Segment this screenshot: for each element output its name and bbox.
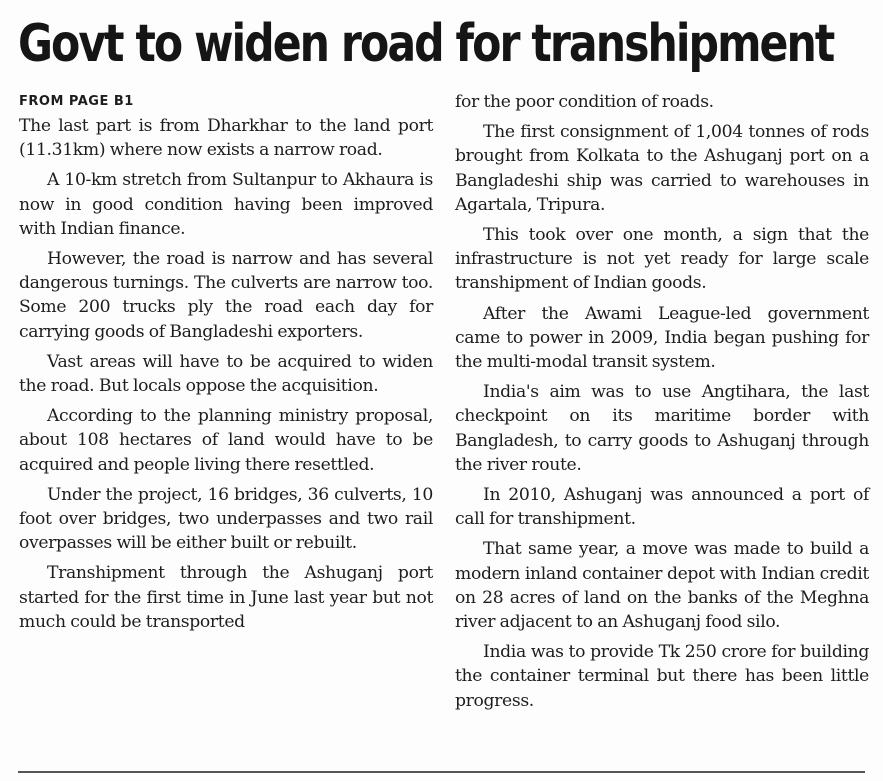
paragraph: In 2010, Ashuganj was announced a port of call for transhipment.: [455, 485, 869, 530]
article-column-right: [455, 90, 869, 719]
paragraph: Vast areas will have to be acquired to widen the road. But locals oppose the acquisition.: [19, 351, 433, 397]
paragraph: However, the road is narrow and has several dangerous turnings. The culverts are narrow too. Some 200 trucks ply the road each day for carrying goods of Bangladeshi exporters.: [19, 249, 433, 342]
paragraph: After the Awami League-led government came to power in 2009, India began pushing for the multi-modal transit system.: [455, 303, 869, 373]
paragraph: Transhipment through the Ashuganj port started for the first time in June last year but not much could be transported: [19, 563, 433, 632]
paragraph: A 10-km stretch from Sultanpur to Akhaura is now in good condition having been improved with Indian finance.: [19, 170, 433, 239]
paragraph: This took over one month, a sign that the infrastructure is not yet ready for large scale transhipment of Indian goods.: [455, 225, 869, 294]
paragraph: Under the project, 16 bridges, 36 culverts, 10 foot over bridges, two underpasses and two rail overpasses will be either built or rebuilt.: [19, 484, 433, 554]
paragraph: for the poor condition of roads.: [455, 92, 714, 112]
continuation-kicker: FROM PAGE B1: [19, 94, 134, 109]
paragraph: That same year, a move was made to build a modern inland container depot with Indian credit on 28 acres of land on the banks of the Meghna river adjacent to an Ashuganj food silo.: [455, 539, 869, 633]
headline: Govt to widen road for transhipment: [18, 14, 834, 74]
paragraph: The first consignment of 1,004 tonnes of rods brought from Kolkata to the Ashuganj port on a Bangladeshi ship was carried to warehouses in Agartala, Tripura.: [455, 122, 869, 215]
paragraph: India was to provide Tk 250 crore for building the container terminal but there has been little progress.: [455, 642, 869, 711]
paragraph: The last part is from Dharkhar to the land port (11.31km) where now exists a narrow road.: [19, 116, 433, 161]
paragraph: India's aim was to use Angtihara, the last checkpoint on its maritime border with Bangladesh, to carry goods to Ashuganj through the river route.: [455, 382, 869, 475]
paragraph: According to the planning ministry proposal, about 108 hectares of land would have to be acquired and people living there resettled.: [19, 406, 433, 475]
article-column-left: [19, 90, 433, 640]
bottom-rule: [18, 771, 865, 773]
